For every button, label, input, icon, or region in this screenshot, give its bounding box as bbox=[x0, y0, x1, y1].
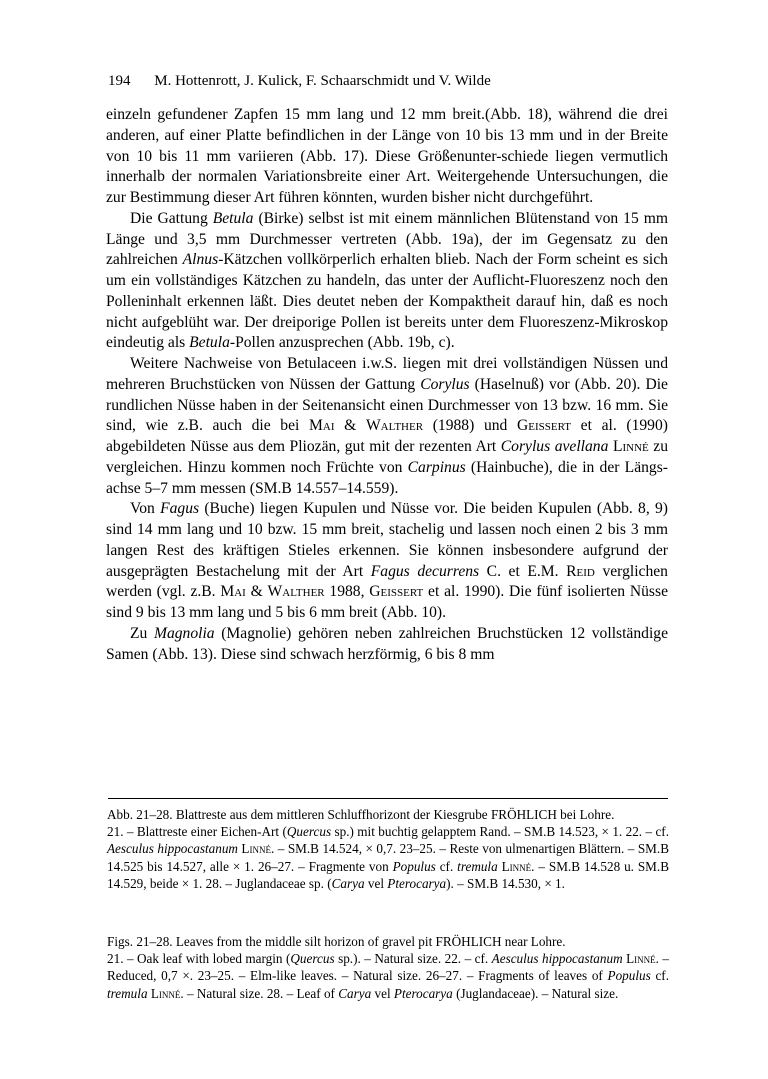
running-header bbox=[108, 72, 668, 90]
text-run: cf. bbox=[435, 858, 458, 874]
taxon-name: Carya bbox=[338, 985, 372, 1001]
text-run: 1988, bbox=[324, 583, 370, 601]
author-name: Geissert bbox=[369, 583, 424, 601]
taxon-name: Populus bbox=[392, 858, 436, 874]
main-text bbox=[106, 105, 668, 665]
text-run: & bbox=[245, 583, 268, 601]
text-run: . – SM.B 14.524, × 0,7. 23–25. – Reste von ulmenartigen Blättern. – SM.B 14.525 bis 14.527, alle × 1. 26–27. – Fragmente von bbox=[107, 841, 669, 874]
taxon-name: Populus bbox=[607, 968, 651, 984]
author-name: Linné bbox=[501, 858, 532, 874]
text-run: Zu bbox=[130, 624, 154, 642]
text-run: (1988) und bbox=[423, 417, 518, 435]
author-name: Linné bbox=[612, 438, 649, 455]
text-run: . – Reduced, 0,7 ×. 23–25. – Elm-like leaves. – Natural size. 26–27. – Fragments of leaves of bbox=[107, 951, 670, 984]
text-run: . – SM.B 14.528 u. SM.B 14.529, beide × 1. 28. – Juglandaceae sp. ( bbox=[107, 858, 670, 891]
text-run: vel bbox=[364, 875, 388, 891]
text-run: 21. – Blattreste einer Eichen-Art ( bbox=[107, 824, 287, 840]
text-run: (Haselnuß) vor (Abb. 20). Die rundlichen Nüsse haben in der Seitenansicht einen Durchmesser von 13 bzw. 16 mm. Sie sind, wie z.B. auch die bei bbox=[106, 375, 668, 435]
text-run: (Magnolie) gehören neben zahlreichen Bruchstücken 12 vollständige Samen (Abb. 13). Diese sind schwach herzförmig, 6 bis 8 mm bbox=[106, 624, 668, 663]
paragraph-magnolia bbox=[106, 624, 668, 666]
page-number: 194 bbox=[108, 73, 131, 89]
text-run: et al. (1990) abgebildeten Nüsse aus dem Pliozän, gut mit der rezenten Art bbox=[106, 417, 668, 455]
text-run: (Hainbuche), die in der Längs-achse 5–7 mm messen (SM.B 14.557–14.559). bbox=[106, 458, 668, 497]
author-name: Reid bbox=[566, 562, 595, 580]
text-run: -Pollen anzusprechen (Abb. 19b, c). bbox=[229, 334, 455, 352]
caption-details bbox=[107, 823, 669, 892]
paragraph-fagus bbox=[106, 499, 668, 624]
text-run: C. et E.M. bbox=[479, 562, 567, 580]
caption-details bbox=[107, 950, 669, 1002]
taxon-name: Fagus bbox=[160, 500, 200, 518]
taxon-name: Quercus bbox=[286, 824, 332, 840]
text-run: (Buche) liegen Kupulen und Nüsse vor. Die beiden Kupulen (Abb. 8, 9) sind 14 mm lang und 10 bzw. 15 mm breit, stachelig und lassen noch einen 2 bis 3 mm langen Rest des kräftigen Stieles erkennen. Sie können insbesondere aufgrund der ausgeprägten Bestachelung mit der Art bbox=[106, 500, 668, 580]
taxon-name: Betula bbox=[212, 209, 254, 227]
taxon-name: Carpinus bbox=[407, 458, 466, 476]
taxon-name: Quercus bbox=[290, 951, 335, 967]
caption-title: Figs. 21–28. Leaves from the middle silt horizon of gravel pit FRÖHLICH near Lohre. bbox=[107, 934, 566, 949]
caption-title: Abb. 21–28. Blattreste aus dem mittleren Schluffhorizont der Kiesgrube FRÖHLICH bei Lohre. bbox=[107, 807, 615, 822]
taxon-name: Carya bbox=[331, 875, 365, 891]
taxon-name: Fagus decurrens bbox=[370, 562, 480, 580]
text-run: ). – SM.B 14.530, × 1. bbox=[446, 875, 565, 891]
author-name: Linné bbox=[626, 951, 656, 967]
text-run: (Birke) selbst ist mit einem männlichen Blütenstand von 15 mm Länge und 3,5 mm Durchmesser vertreten (Abb. 19a), der im Gegensatz zu den zahlreichen bbox=[106, 209, 668, 269]
text-run: Von bbox=[130, 500, 161, 518]
author-name: Mai bbox=[220, 583, 246, 601]
author-name: Mai bbox=[309, 417, 335, 435]
text-run: zu vergleichen. Hinzu kommen noch Früchte von bbox=[106, 438, 669, 476]
text-run: Die Gattung bbox=[130, 209, 213, 227]
paragraph-corylus bbox=[106, 354, 668, 499]
text-run: & bbox=[334, 417, 366, 435]
paragraph-betula bbox=[106, 209, 668, 354]
text-run: Weitere Nachweise von Betulaceen i.w.S. liegen mit drei vollständigen Nüssen und mehreren Bruchstücken von Nüssen der Gattung bbox=[106, 355, 668, 393]
taxon-name: Magnolia bbox=[153, 624, 215, 642]
text-run: verglichen werden (vgl. z.B. bbox=[106, 562, 668, 601]
figure-caption-german bbox=[107, 806, 669, 892]
author-name: Walther bbox=[267, 583, 325, 601]
author-name: Linné bbox=[150, 985, 181, 1001]
text-run: cf. bbox=[650, 968, 669, 984]
text-run: 21. – Oak leaf with lobed margin ( bbox=[107, 951, 291, 967]
taxon-name: Betula bbox=[189, 334, 230, 352]
author-name: Walther bbox=[365, 417, 424, 435]
text-run: sp.) mit buchtig gelapptem Rand. – SM.B 14.523, × 1. 22. – cf. bbox=[331, 824, 669, 840]
text-run: -Kätzchen vollkörperlich erhalten blieb. Nach der Form scheint es sich um ein vollständiges Kätzchen zu handeln, das unter der Auflicht-Fluoreszenz noch den Polleninhalt erkennen läßt. Dies deutet neben der Kompaktheit darauf hin, daß es noch nicht aufgeblüht war. Der dreiporige Pollen ist bereits unter dem Fluoreszenz-Mikroskop eindeutig als bbox=[106, 251, 668, 352]
taxon-name: Pterocarya bbox=[387, 875, 447, 891]
running-head-authors: M. Hottenrott, J. Kulick, F. Schaarschmidt und V. Wilde bbox=[154, 73, 491, 89]
taxon-name: Pterocarya bbox=[393, 985, 453, 1001]
taxon-name: Corylus bbox=[420, 375, 470, 393]
text-run: (Juglandaceae). – Natural size. bbox=[452, 985, 619, 1001]
paragraph-text: einzeln gefundener Zapfen 15 mm lang und 12 mm breit.(Abb. 18), während die drei anderen, auf einer Platte befindlichen in der Länge von 10 bis 13 mm und in der Breite von 10 bis 11 mm variieren (Abb. 17). Diese Größenunter-schiede liegen vermutlich innerhalb der normalen Variationsbreite einer Art. Weitergehende Untersuchungen, die zur Bestimmung dieser Art führen könnten, wurden bisher nicht durchgeführt. bbox=[106, 106, 668, 206]
taxon-name: Corylus avellana bbox=[500, 438, 609, 455]
text-run: . – Natural size. 28. – Leaf of bbox=[180, 985, 339, 1001]
taxon-name: Aesculus hippocastanum bbox=[491, 951, 623, 967]
text-run: sp.). – Natural size. 22. – cf. bbox=[334, 951, 492, 967]
footnote-divider bbox=[108, 798, 668, 799]
taxon-name: tremula bbox=[107, 985, 148, 1001]
text-run: vel bbox=[371, 985, 394, 1001]
author-name: Geissert bbox=[517, 417, 572, 435]
text-run: et al. 1990). Die fünf isolierten Nüsse sind 9 bis 13 mm lang und 5 bis 6 mm breit (Abb. 10). bbox=[106, 583, 668, 621]
taxon-name: Alnus bbox=[182, 251, 219, 269]
taxon-name: tremula bbox=[457, 858, 498, 874]
paragraph-zapfen bbox=[106, 105, 668, 209]
figure-caption-english bbox=[107, 933, 669, 1002]
taxon-name: Aesculus hippocastanum bbox=[107, 841, 238, 857]
author-name: Linné bbox=[241, 841, 271, 857]
